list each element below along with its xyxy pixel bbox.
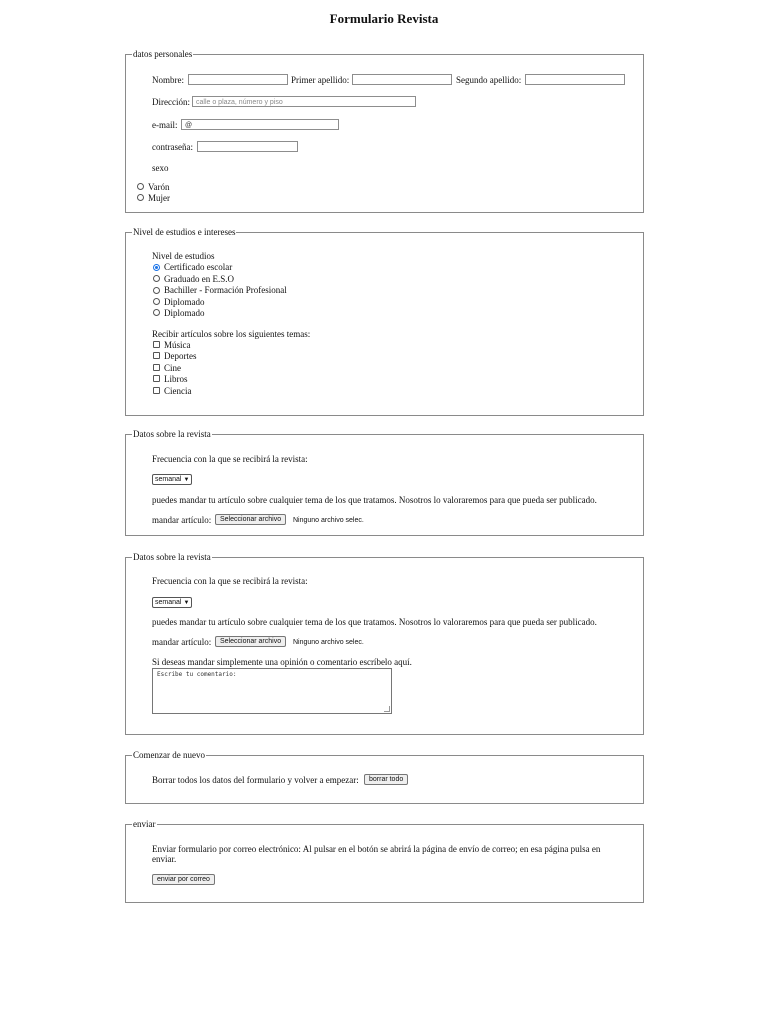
- comment-textarea[interactable]: [152, 668, 392, 714]
- sexo-varon-label: Varón: [148, 182, 170, 192]
- sexo-mujer-radio[interactable]: [137, 194, 144, 201]
- file-status: Ninguno archivo selec.: [293, 639, 364, 646]
- nivel-radio-certificado[interactable]: [153, 264, 160, 271]
- primer-apellido-input[interactable]: [352, 74, 452, 85]
- direccion-label: Dirección:: [152, 97, 190, 107]
- reset-legend: Comenzar de nuevo: [133, 750, 205, 760]
- tema-label: Deportes: [164, 351, 197, 361]
- send-legend: enviar: [133, 819, 156, 829]
- tema-checkbox-ciencia[interactable]: [153, 387, 160, 394]
- password-input[interactable]: [197, 141, 298, 152]
- nivel-radio-diplomado-2[interactable]: [153, 309, 160, 316]
- nivel-option-label: Graduado en E.S.O: [164, 274, 234, 284]
- frecuencia-label: Frecuencia con la que se recibirá la revista:: [152, 454, 308, 464]
- opinion-label: Si deseas mandar simplemente una opinión o comentario escríbelo aquí.: [152, 657, 412, 667]
- file-status: Ninguno archivo selec.: [293, 517, 364, 524]
- comment-text: Escribe tu comentario:: [157, 671, 237, 678]
- tema-checkbox-musica[interactable]: [153, 341, 160, 348]
- tema-checkbox-cine[interactable]: [153, 364, 160, 371]
- nivel-option-label: Diplomado: [164, 308, 205, 318]
- nivel-radio-bachiller[interactable]: [153, 287, 160, 294]
- nivel-option-label: Certificado escolar: [164, 262, 233, 272]
- reset-button[interactable]: borrar todo: [364, 774, 408, 785]
- tema-label: Cine: [164, 363, 181, 373]
- send-mail-button[interactable]: enviar por correo: [152, 874, 215, 885]
- direccion-input[interactable]: calle o plaza, número y piso: [192, 96, 416, 107]
- mandar-articulo-label: mandar artículo:: [152, 637, 212, 647]
- file-select-button[interactable]: Seleccionar archivo: [215, 636, 286, 647]
- password-label: contraseña:: [152, 142, 193, 152]
- revista-legend: Datos sobre la revista: [133, 552, 211, 562]
- nivel-option-label: Diplomado: [164, 297, 205, 307]
- segundo-apellido-input[interactable]: [525, 74, 625, 85]
- revista-legend: Datos sobre la revista: [133, 429, 211, 439]
- sexo-varon-radio[interactable]: [137, 183, 144, 190]
- send-fieldset: [125, 820, 644, 903]
- send-text-line1: Enviar formulario por correo electrónico: Al pulsar en el botón se abrirá la página de envío de correo; en esa página pulsa en: [152, 844, 601, 854]
- tema-label: Música: [164, 340, 191, 350]
- nivel-option-label: Bachiller - Formación Profesional: [164, 285, 287, 295]
- segundo-apellido-label: Segundo apellido:: [456, 75, 522, 85]
- page-title: Formulario Revista: [329, 11, 439, 26]
- email-input[interactable]: @: [181, 119, 339, 130]
- estudios-legend: Nivel de estudios e intereses: [133, 227, 236, 237]
- nivel-radio-graduado[interactable]: [153, 275, 160, 282]
- nivel-radio-diplomado[interactable]: [153, 298, 160, 305]
- frecuencia-select[interactable]: [152, 597, 192, 608]
- tema-label: Libros: [164, 374, 188, 384]
- nombre-input[interactable]: [188, 74, 288, 85]
- tema-checkbox-libros[interactable]: [153, 375, 160, 382]
- primer-apellido-label: Primer apellido:: [291, 75, 350, 85]
- info-text: puedes mandar tu artículo sobre cualquier tema de los que tratamos. Nosotros lo valoraremos para que pueda ser publicado.: [152, 617, 597, 627]
- temas-label: Recibir artículos sobre los siguientes temas:: [152, 329, 311, 339]
- info-text: puedes mandar tu artículo sobre cualquier tema de los que tratamos. Nosotros lo valoraremos para que pueda ser publicado.: [152, 495, 597, 505]
- tema-label: Ciencia: [164, 386, 192, 396]
- send-text-line2: enviar.: [152, 854, 177, 864]
- chevron-down-icon: ▼: [183, 600, 190, 606]
- sexo-label: sexo: [152, 163, 169, 173]
- frecuencia-select-value: semanal: [155, 599, 182, 606]
- personal-data-legend: datos personales: [133, 49, 193, 59]
- chevron-down-icon: ▼: [183, 477, 190, 483]
- tema-checkbox-deportes[interactable]: [153, 352, 160, 359]
- mandar-articulo-label: mandar artículo:: [152, 515, 212, 525]
- email-label: e-mail:: [152, 120, 178, 130]
- resize-grip-icon[interactable]: [384, 706, 390, 712]
- frecuencia-select-value: semanal: [155, 476, 182, 483]
- frecuencia-select[interactable]: [152, 474, 192, 485]
- sexo-mujer-label: Mujer: [148, 193, 170, 203]
- reset-text: Borrar todos los datos del formulario y volver a empezar:: [152, 775, 359, 785]
- frecuencia-label: Frecuencia con la que se recibirá la revista:: [152, 576, 308, 586]
- nivel-estudios-label: Nivel de estudios: [152, 251, 215, 261]
- file-select-button[interactable]: Seleccionar archivo: [215, 514, 286, 525]
- nombre-label: Nombre:: [152, 75, 184, 85]
